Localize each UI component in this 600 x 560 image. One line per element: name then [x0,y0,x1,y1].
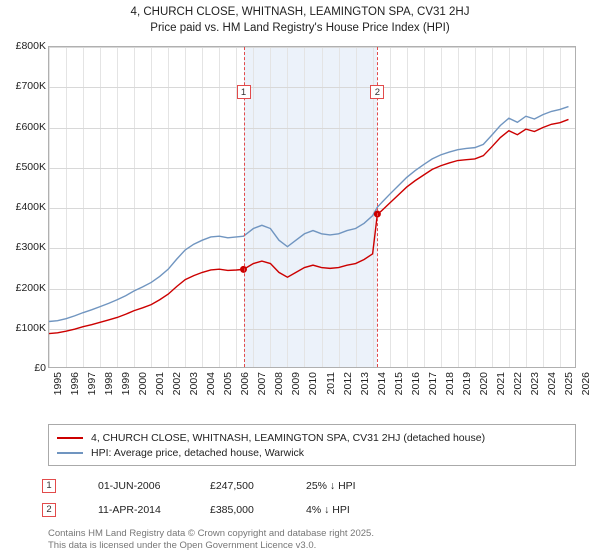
y-axis-tick-label: £0 [34,362,46,374]
y-axis-tick-label: £500K [15,160,46,173]
x-axis-tick-label: 2001 [154,372,167,396]
y-axis-tick-label: £600K [15,120,46,133]
event-price: £247,500 [210,480,254,492]
event-list [42,474,582,522]
plot-canvas [48,46,576,368]
x-axis-tick-label: 2022 [511,372,524,396]
x-axis-tick-label: 2024 [545,372,558,396]
y-axis-tick-label: £400K [15,201,46,213]
series-line [49,107,568,322]
event-date: 11-APR-2014 [98,504,161,516]
page-title [0,4,600,36]
x-axis-tick-label: 1999 [120,372,133,396]
x-axis-tick-label: 2026 [580,372,592,396]
event-marker-badge: 2 [370,85,384,99]
x-axis-tick-label: 2004 [205,372,218,396]
x-axis-tick-label: 2020 [477,372,490,396]
x-axis-tick-label: 2023 [528,372,541,396]
footer-attribution [48,528,588,551]
x-axis-tick-label: 2014 [375,372,388,396]
x-axis-tick-label: 2000 [137,372,150,396]
event-badge: 1 [42,479,56,493]
event-badge: 2 [42,503,56,517]
x-axis-tick-label: 2006 [239,372,252,396]
x-axis-tick-label: 1998 [103,372,116,396]
legend-label-property: 4, CHURCH CLOSE, WHITNASH, LEAMINGTON SPA, CV31 2HJ (detached house) [91,431,486,444]
series-lines [49,47,576,368]
legend-item-hpi [57,445,567,460]
x-axis-tick-label: 1995 [52,372,64,396]
x-axis-tick-label: 2007 [256,372,269,396]
x-axis-tick-label: 1996 [69,372,82,396]
legend-item-property [57,430,567,445]
y-axis-tick-label: £700K [15,80,46,93]
event-row [42,498,582,522]
legend-swatch-hpi [57,452,83,454]
x-axis-tick-label: 2016 [409,372,422,396]
legend-label-hpi: HPI: Average price, detached house, Warwick [91,446,305,459]
legend-swatch-property [57,437,83,439]
x-axis-tick-label: 2003 [188,372,201,396]
series-line [49,119,568,333]
y-axis-tick-label: £100K [15,321,46,334]
chart-legend [48,424,576,466]
event-delta: 4% ↓ HPI [306,504,350,516]
y-axis-tick-label: £200K [15,281,46,294]
y-axis-tick-label: £800K [15,40,46,52]
x-axis-tick-label: 2013 [358,372,371,396]
x-axis-tick-label: 2011 [324,372,337,395]
x-axis-tick-label: 2015 [392,372,405,396]
event-delta: 25% ↓ HPI [306,480,356,492]
x-axis-tick-label: 2009 [290,372,303,396]
x-axis-tick-label: 2017 [426,372,439,396]
x-axis-tick-label: 2005 [222,372,235,396]
footer-line-1: Contains HM Land Registry data © Crown copyright and database right 2025. [48,528,374,539]
x-axis-tick-label: 1997 [86,372,99,396]
x-axis-tick-label: 2019 [460,372,473,396]
x-axis-tick-label: 2021 [494,372,507,396]
plot-area [15,40,592,396]
y-axis-tick-label: £300K [15,241,46,254]
x-axis-tick-label: 2008 [273,372,286,396]
event-price: £385,000 [210,504,254,516]
x-axis-tick-label: 2025 [562,372,575,396]
event-row [42,474,582,498]
title-line-1: 4, CHURCH CLOSE, WHITNASH, LEAMINGTON SPA, CV31 2HJ [130,6,470,18]
footer-line-2: This data is licensed under the Open Government Licence v3.0. [48,539,317,551]
x-axis-tick-label: 2002 [171,372,184,396]
x-axis-tick-label: 2018 [443,372,456,396]
x-axis-tick-label: 2012 [341,372,354,396]
x-axis-tick-label: 2010 [307,372,320,396]
event-marker-badge: 1 [237,85,251,99]
title-line-2: Price paid vs. HM Land Registry's House Price Index (HPI) [150,22,450,34]
event-date: 01-JUN-2006 [98,480,161,492]
